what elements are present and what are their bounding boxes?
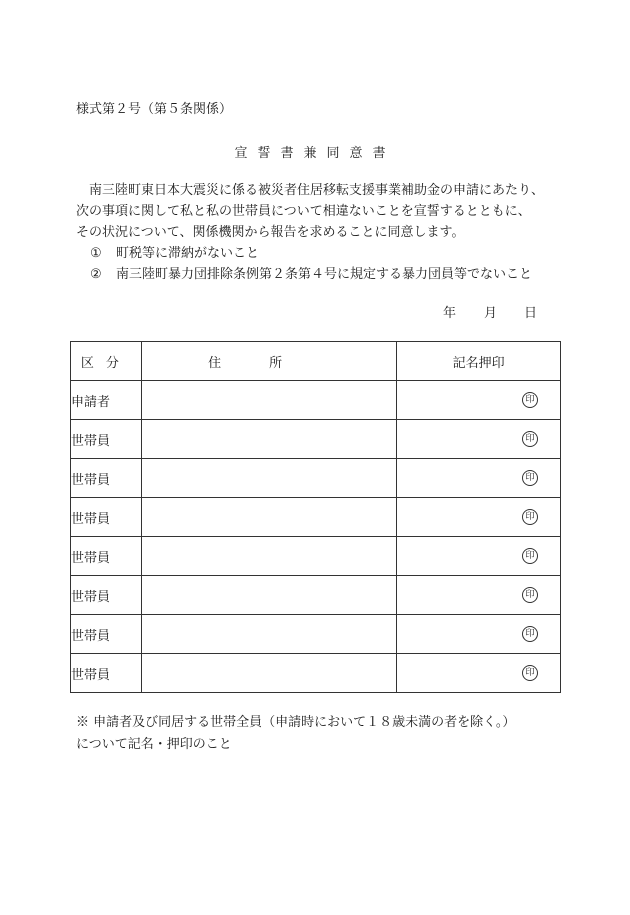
address-cell[interactable] (141, 381, 397, 420)
signature-cell[interactable] (397, 420, 561, 459)
paragraph-line: 次の事項に関して私と私の世帯員について相違ないことを宣誓するとともに、 (76, 204, 531, 219)
item-number: ① (90, 246, 102, 261)
address-cell[interactable] (141, 498, 397, 537)
signature-cell[interactable] (397, 381, 561, 420)
paragraph-line: 南三陸町東日本大震災に係る被災者住居移転支援事業補助金の申請にあたり、 (89, 183, 545, 198)
signature-cell[interactable] (397, 537, 561, 576)
role-cell: 世帯員 (71, 576, 142, 615)
seal-mark-icon: 印 (522, 392, 538, 408)
item-text: 南三陸町暴力団排除条例第２条第４号に規定する暴力団員等でないこと (116, 267, 533, 282)
seal-mark-icon: 印 (522, 548, 538, 564)
date-year-label: 年 (443, 306, 457, 321)
table-row (71, 615, 561, 654)
condition-item (76, 264, 568, 285)
role-cell: 申請者 (71, 381, 142, 420)
seal-mark-icon: 印 (522, 470, 538, 486)
signature-cell[interactable] (397, 498, 561, 537)
address-cell[interactable] (141, 654, 397, 693)
signature-cell[interactable] (397, 654, 561, 693)
seal-mark-icon: 印 (522, 626, 538, 642)
role-cell: 世帯員 (71, 420, 142, 459)
footnote (76, 712, 515, 756)
role-cell: 世帯員 (71, 498, 142, 537)
table-header-row (71, 342, 561, 381)
address-cell[interactable] (141, 576, 397, 615)
declaration-body (76, 180, 568, 285)
document-title: 宣誓書兼同意書 (234, 146, 396, 161)
address-cell[interactable] (141, 420, 397, 459)
paragraph-line: その状況について、関係機関から報告を求めることに同意します。 (76, 225, 465, 240)
header-address: 住所 (141, 342, 397, 381)
role-cell: 世帯員 (71, 459, 142, 498)
seal-mark-icon: 印 (522, 665, 538, 681)
form-number: 様式第２号（第５条関係） (76, 102, 233, 117)
item-text: 町税等に滞納がないこと (116, 246, 260, 261)
signature-cell[interactable] (397, 576, 561, 615)
table-row (71, 576, 561, 615)
seal-mark-icon: 印 (522, 509, 538, 525)
table-row (71, 420, 561, 459)
item-number: ② (90, 267, 102, 282)
condition-item (76, 243, 568, 264)
seal-mark-icon: 印 (522, 431, 538, 447)
seal-mark-icon: 印 (522, 587, 538, 603)
table-row (71, 498, 561, 537)
signature-cell[interactable] (397, 615, 561, 654)
table-row (71, 654, 561, 693)
table-row (71, 381, 561, 420)
role-cell: 世帯員 (71, 654, 142, 693)
address-cell[interactable] (141, 459, 397, 498)
address-cell[interactable] (141, 537, 397, 576)
footnote-line: ※ 申請者及び同居する世帯全員（申請時において１８歳未満の者を除く。） (76, 715, 516, 730)
header-category: 区分 (71, 342, 142, 381)
member-table (70, 341, 561, 693)
signature-cell[interactable] (397, 459, 561, 498)
table-row (71, 537, 561, 576)
footnote-line: について記名・押印のこと (76, 737, 232, 752)
address-cell[interactable] (141, 615, 397, 654)
role-cell: 世帯員 (71, 537, 142, 576)
table-row (71, 459, 561, 498)
date-month-label: 月 (484, 306, 498, 321)
header-signature: 記名押印 (397, 342, 561, 381)
date-day-label: 日 (524, 306, 538, 321)
role-cell: 世帯員 (71, 615, 142, 654)
